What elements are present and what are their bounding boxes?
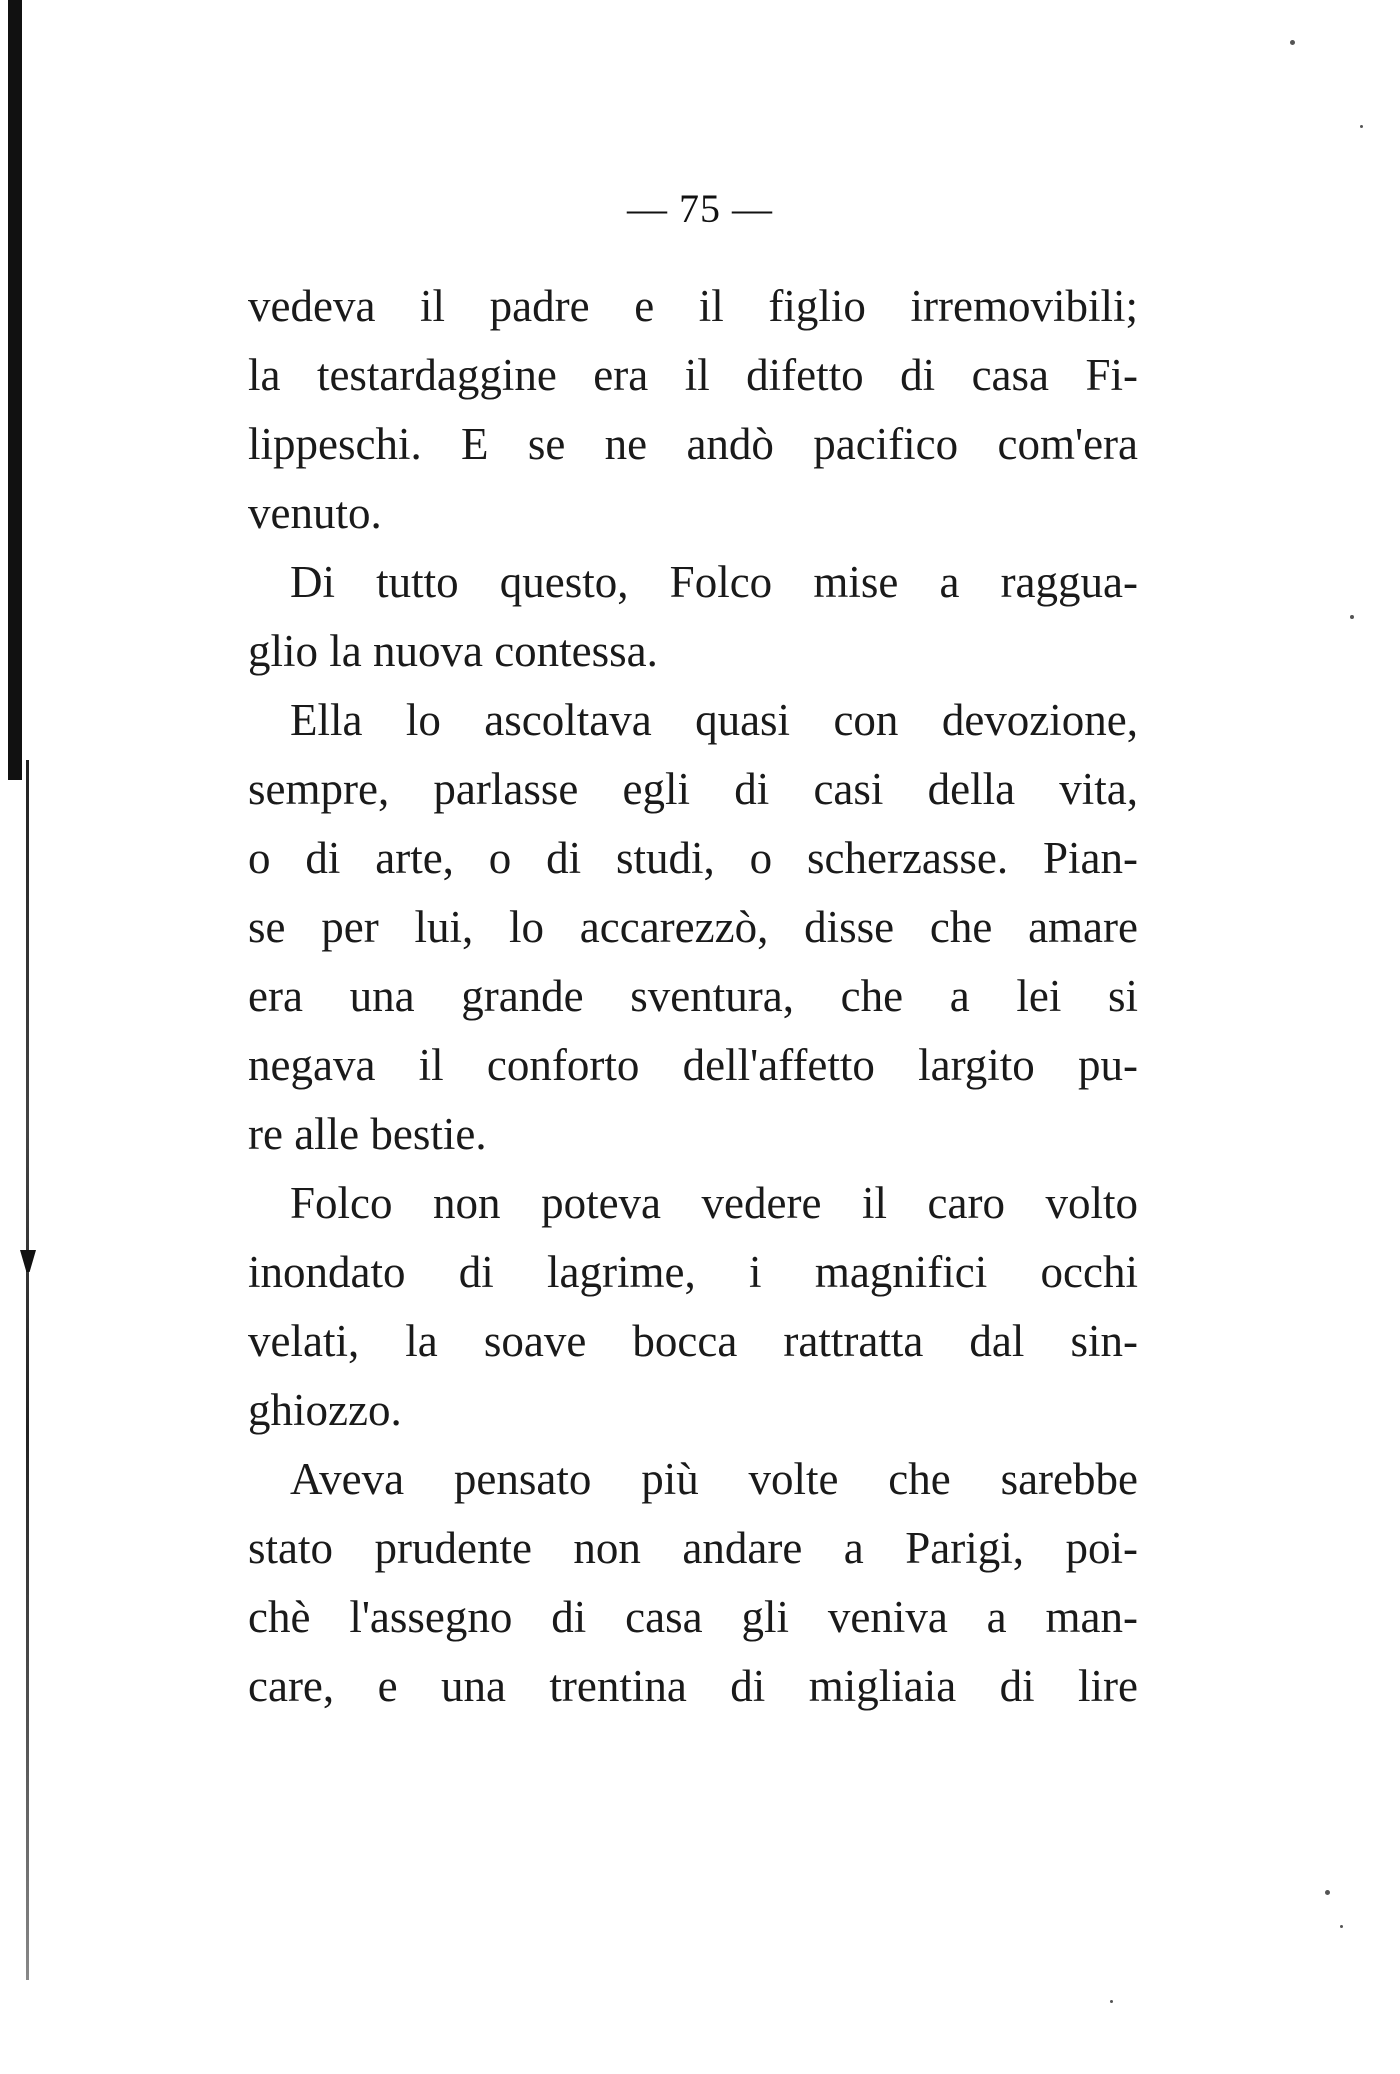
text-line: vedeva il padre e il figlio irremovibili; bbox=[248, 281, 1138, 331]
text-line: se per lui, lo accarezzò, disse che amare bbox=[248, 902, 1138, 952]
text-line: glio la nuova contessa. bbox=[248, 626, 658, 676]
text-line: Aveva pensato più volte che sarebbe bbox=[290, 1454, 1138, 1504]
text-line: venuto. bbox=[248, 488, 382, 538]
text-line: care, e una trentina di migliaia di lire bbox=[248, 1661, 1138, 1711]
page-number: — 75 — bbox=[627, 186, 773, 231]
scan-speck bbox=[1350, 615, 1354, 619]
text-line: lippeschi. E se ne andò pacifico com'era bbox=[248, 419, 1138, 469]
scan-speck bbox=[1110, 2000, 1113, 2003]
text-line: chè l'assegno di casa gli veniva a man- bbox=[248, 1592, 1138, 1642]
text-line: Folco non poteva vedere il caro volto bbox=[290, 1178, 1138, 1228]
text-line: o di arte, o di studi, o scherzasse. Pian- bbox=[248, 833, 1138, 883]
text-line: inondato di lagrime, i magnifici occhi bbox=[248, 1247, 1138, 1297]
text-line: ghiozzo. bbox=[248, 1385, 402, 1435]
text-line: era una grande sventura, che a lei si bbox=[248, 971, 1138, 1021]
body-text bbox=[248, 272, 1138, 1721]
text-line: Ella lo ascoltava quasi con devozione, bbox=[290, 695, 1138, 745]
text-line: Di tutto questo, Folco mise a ragguа- bbox=[290, 557, 1138, 607]
text-line: sempre, parlasse egli di casi della vita, bbox=[248, 764, 1138, 814]
text-line: la testardaggine era il difetto di casa Fi- bbox=[248, 350, 1138, 400]
scan-speck bbox=[1290, 40, 1295, 45]
binding-edge bbox=[8, 0, 22, 780]
text-line: stato prudente non andare a Parigi, poi- bbox=[248, 1523, 1138, 1573]
binding-shadow-line bbox=[26, 760, 29, 1980]
scan-speck bbox=[1325, 1890, 1330, 1895]
binding-mark bbox=[20, 1250, 36, 1272]
scan-speck bbox=[1340, 1925, 1343, 1928]
text-line: re alle bestie. bbox=[248, 1109, 487, 1159]
text-line: negava il conforto dell'affetto largito pu- bbox=[248, 1040, 1138, 1090]
scan-speck bbox=[1360, 125, 1363, 128]
text-line: velati, la soave bocca rattratta dal sin- bbox=[248, 1316, 1138, 1366]
